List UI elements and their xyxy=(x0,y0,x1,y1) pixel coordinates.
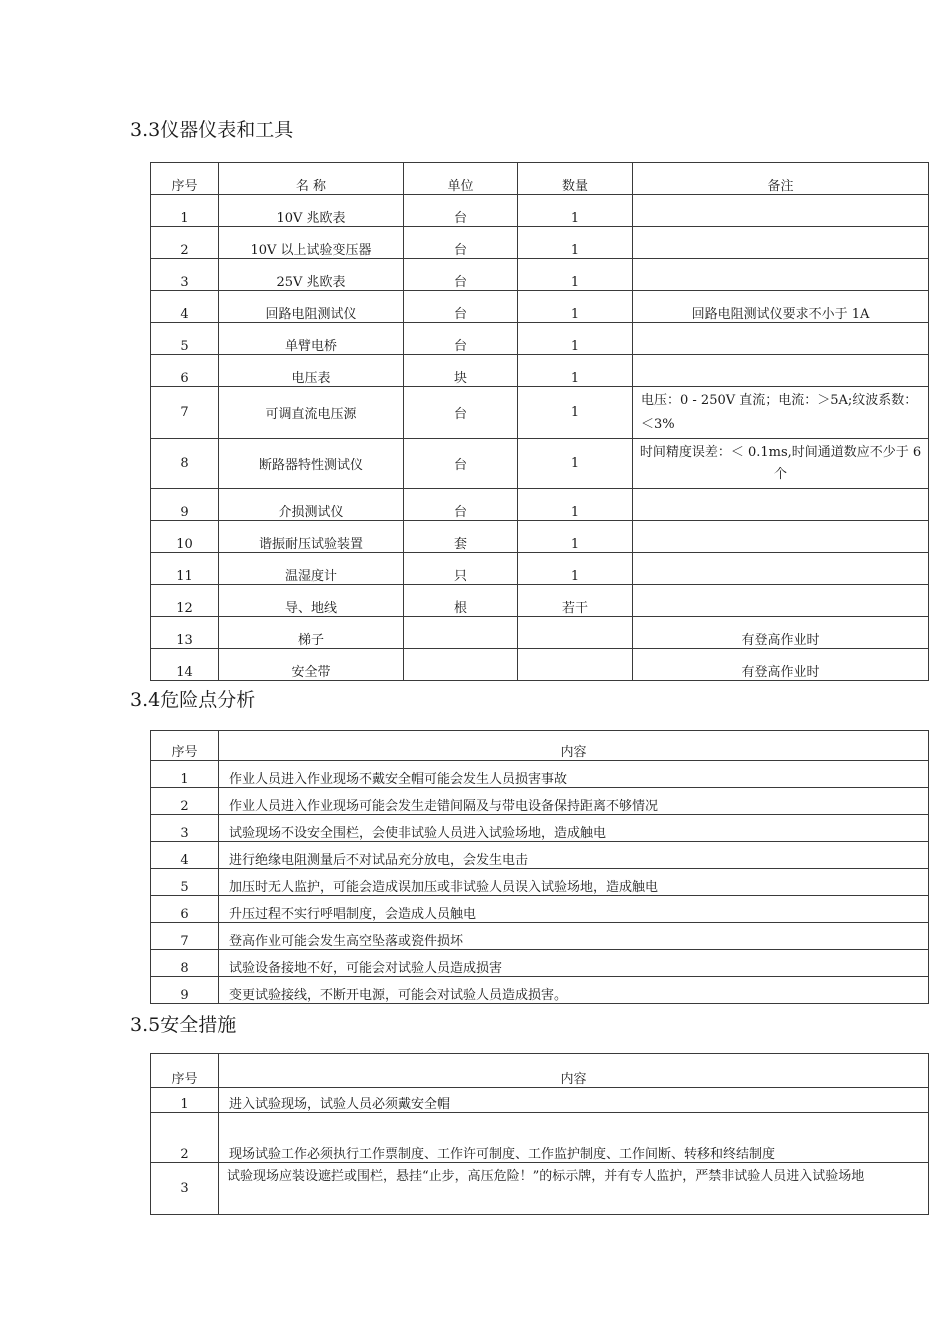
hazard-header-cell: 内容 xyxy=(219,731,929,761)
instrument-cell: 台 xyxy=(404,489,518,521)
instrument-cell: 有登高作业时 xyxy=(633,617,929,649)
instrument-cell: 14 xyxy=(151,649,219,681)
safety-header-cell: 序号 xyxy=(151,1054,219,1088)
safety-header-row xyxy=(151,1054,929,1088)
table-row xyxy=(151,842,929,869)
instrument-cell xyxy=(518,649,633,681)
table-row xyxy=(151,1163,929,1215)
hazard-cell: 3 xyxy=(151,815,219,842)
instrument-cell: 台 xyxy=(404,195,518,227)
instrument-cell: 谐振耐压试验装置 xyxy=(219,521,404,553)
safety-cell: 3 xyxy=(151,1163,219,1215)
instrument-cell xyxy=(633,585,929,617)
table-row xyxy=(151,1113,929,1163)
hazard-cell: 进行绝缘电阻测量后不对试品充分放电，会发生电击 xyxy=(219,842,929,869)
instrument-cell xyxy=(633,195,929,227)
instrument-cell: 1 xyxy=(518,355,633,387)
instrument-cell: 10V 兆欧表 xyxy=(219,195,404,227)
table-row xyxy=(151,977,929,1004)
instrument-cell: 1 xyxy=(518,291,633,323)
instrument-cell: 1 xyxy=(518,323,633,355)
instrument-cell: 25V 兆欧表 xyxy=(219,259,404,291)
hazard-cell: 2 xyxy=(151,788,219,815)
hazard-cell: 变更试验接线，不断开电源，可能会对试验人员造成损害。 xyxy=(219,977,929,1004)
instrument-cell: 9 xyxy=(151,489,219,521)
instrument-cell: 电压：0 - 250V 直流；电流：＞5A;纹波系数：＜3% xyxy=(633,387,929,439)
instrument-cell: 回路电阻测试仪 xyxy=(219,291,404,323)
instrument-cell: 7 xyxy=(151,387,219,439)
hazard-cell: 6 xyxy=(151,896,219,923)
hazard-table-body xyxy=(151,731,929,1004)
instrument-cell: 断路器特性测试仪 xyxy=(219,439,404,489)
instrument-cell: 1 xyxy=(518,439,633,489)
instrument-cell: 1 xyxy=(518,489,633,521)
instrument-cell: 3 xyxy=(151,259,219,291)
instrument-cell: 电压表 xyxy=(219,355,404,387)
hazard-cell: 1 xyxy=(151,761,219,788)
safety-cell: 现场试验工作必须执行工作票制度、工作许可制度、工作监护制度、工作间断、转移和终结制度 xyxy=(219,1113,929,1163)
instrument-cell: 1 xyxy=(518,387,633,439)
hazard-cell: 作业人员进入作业现场不戴安全帽可能会发生人员损害事故 xyxy=(219,761,929,788)
table-row xyxy=(151,585,929,617)
table-row xyxy=(151,761,929,788)
hazard-header-cell: 序号 xyxy=(151,731,219,761)
instrument-cell: 1 xyxy=(518,195,633,227)
instrument-cell: 10 xyxy=(151,521,219,553)
instrument-header-cell: 备注 xyxy=(633,163,929,195)
table-row xyxy=(151,291,929,323)
hazard-cell: 5 xyxy=(151,869,219,896)
instrument-cell: 时间精度误差：＜ 0.1ms,时间通道数应不少于 6 个 xyxy=(633,439,929,489)
table-row xyxy=(151,439,929,489)
instrument-cell: 4 xyxy=(151,291,219,323)
hazard-table xyxy=(150,730,929,1004)
instrument-cell: 1 xyxy=(518,259,633,291)
safety-table xyxy=(150,1053,929,1215)
table-row xyxy=(151,355,929,387)
instrument-cell: 台 xyxy=(404,387,518,439)
instrument-cell: 台 xyxy=(404,439,518,489)
instrument-cell xyxy=(404,649,518,681)
hazard-cell: 8 xyxy=(151,950,219,977)
instrument-cell: 块 xyxy=(404,355,518,387)
instrument-header-row xyxy=(151,163,929,195)
table-row xyxy=(151,869,929,896)
instrument-cell: 1 xyxy=(518,521,633,553)
instrument-cell: 8 xyxy=(151,439,219,489)
hazard-cell: 7 xyxy=(151,923,219,950)
instrument-header-cell: 单位 xyxy=(404,163,518,195)
safety-cell: 1 xyxy=(151,1088,219,1113)
instrument-cell: 12 xyxy=(151,585,219,617)
instrument-cell xyxy=(633,489,929,521)
instrument-cell: 有登高作业时 xyxy=(633,649,929,681)
table-row xyxy=(151,617,929,649)
hazard-cell: 4 xyxy=(151,842,219,869)
instrument-cell: 11 xyxy=(151,553,219,585)
instrument-header-cell: 序号 xyxy=(151,163,219,195)
instrument-cell: 2 xyxy=(151,227,219,259)
safety-cell: 进入试验现场，试验人员必须戴安全帽 xyxy=(219,1088,929,1113)
table-row xyxy=(151,259,929,291)
instrument-cell: 1 xyxy=(518,227,633,259)
hazard-cell: 登高作业可能会发生高空坠落或瓷件损坏 xyxy=(219,923,929,950)
instrument-cell: 台 xyxy=(404,291,518,323)
hazard-header-row xyxy=(151,731,929,761)
instrument-cell: 台 xyxy=(404,323,518,355)
instrument-cell: 套 xyxy=(404,521,518,553)
instrument-cell: 可调直流电压源 xyxy=(219,387,404,439)
instrument-cell: 13 xyxy=(151,617,219,649)
instrument-cell xyxy=(518,617,633,649)
instrument-cell: 梯子 xyxy=(219,617,404,649)
instrument-cell: 6 xyxy=(151,355,219,387)
hazard-cell: 试验现场不设安全围栏，会使非试验人员进入试验场地，造成触电 xyxy=(219,815,929,842)
instrument-cell: 台 xyxy=(404,259,518,291)
instrument-table xyxy=(150,162,929,681)
table-row xyxy=(151,923,929,950)
table-row xyxy=(151,323,929,355)
instrument-cell: 台 xyxy=(404,227,518,259)
instrument-cell: 若干 xyxy=(518,585,633,617)
table-row xyxy=(151,227,929,259)
instrument-cell: 10V 以上试验变压器 xyxy=(219,227,404,259)
instrument-cell xyxy=(404,617,518,649)
instrument-cell xyxy=(633,355,929,387)
section-3-3-title: 3.3仪器仪表和工具 xyxy=(130,119,294,141)
table-row xyxy=(151,896,929,923)
instrument-cell xyxy=(633,323,929,355)
instrument-cell: 1 xyxy=(518,553,633,585)
instrument-cell: 单臂电桥 xyxy=(219,323,404,355)
table-row xyxy=(151,788,929,815)
instrument-cell xyxy=(633,553,929,585)
instrument-cell: 回路电阻测试仪要求不小于 1A xyxy=(633,291,929,323)
table-row xyxy=(151,815,929,842)
table-row xyxy=(151,387,929,439)
table-row xyxy=(151,1088,929,1113)
instrument-cell: 1 xyxy=(151,195,219,227)
instrument-cell xyxy=(633,259,929,291)
hazard-cell: 加压时无人监护，可能会造成误加压或非试验人员误入试验场地，造成触电 xyxy=(219,869,929,896)
instrument-cell: 安全带 xyxy=(219,649,404,681)
instrument-cell: 5 xyxy=(151,323,219,355)
table-row xyxy=(151,553,929,585)
hazard-cell: 9 xyxy=(151,977,219,1004)
instrument-header-cell: 名 称 xyxy=(219,163,404,195)
instrument-table-body xyxy=(151,163,929,681)
table-row xyxy=(151,195,929,227)
section-3-4-title: 3.4危险点分析 xyxy=(130,689,256,711)
instrument-cell xyxy=(633,521,929,553)
instrument-cell: 根 xyxy=(404,585,518,617)
instrument-cell: 导、地线 xyxy=(219,585,404,617)
instrument-cell xyxy=(633,227,929,259)
section-3-5-title: 3.5安全措施 xyxy=(130,1014,237,1036)
hazard-cell: 升压过程不实行呼唱制度，会造成人员触电 xyxy=(219,896,929,923)
instrument-cell: 只 xyxy=(404,553,518,585)
table-row xyxy=(151,521,929,553)
instrument-cell: 介损测试仪 xyxy=(219,489,404,521)
safety-cell: 试验现场应装设遮拦或围栏，悬挂“止步，高压危险！”的标示牌，并有专人监护，严禁非试验人员进入试验场地 xyxy=(219,1163,929,1215)
safety-table-body xyxy=(151,1054,929,1215)
instrument-header-cell: 数量 xyxy=(518,163,633,195)
safety-header-cell: 内容 xyxy=(219,1054,929,1088)
instrument-cell: 温湿度计 xyxy=(219,553,404,585)
table-row xyxy=(151,489,929,521)
hazard-cell: 作业人员进入作业现场可能会发生走错间隔及与带电设备保持距离不够情况 xyxy=(219,788,929,815)
hazard-cell: 试验设备接地不好，可能会对试验人员造成损害 xyxy=(219,950,929,977)
safety-cell: 2 xyxy=(151,1113,219,1163)
table-row xyxy=(151,649,929,681)
table-row xyxy=(151,950,929,977)
